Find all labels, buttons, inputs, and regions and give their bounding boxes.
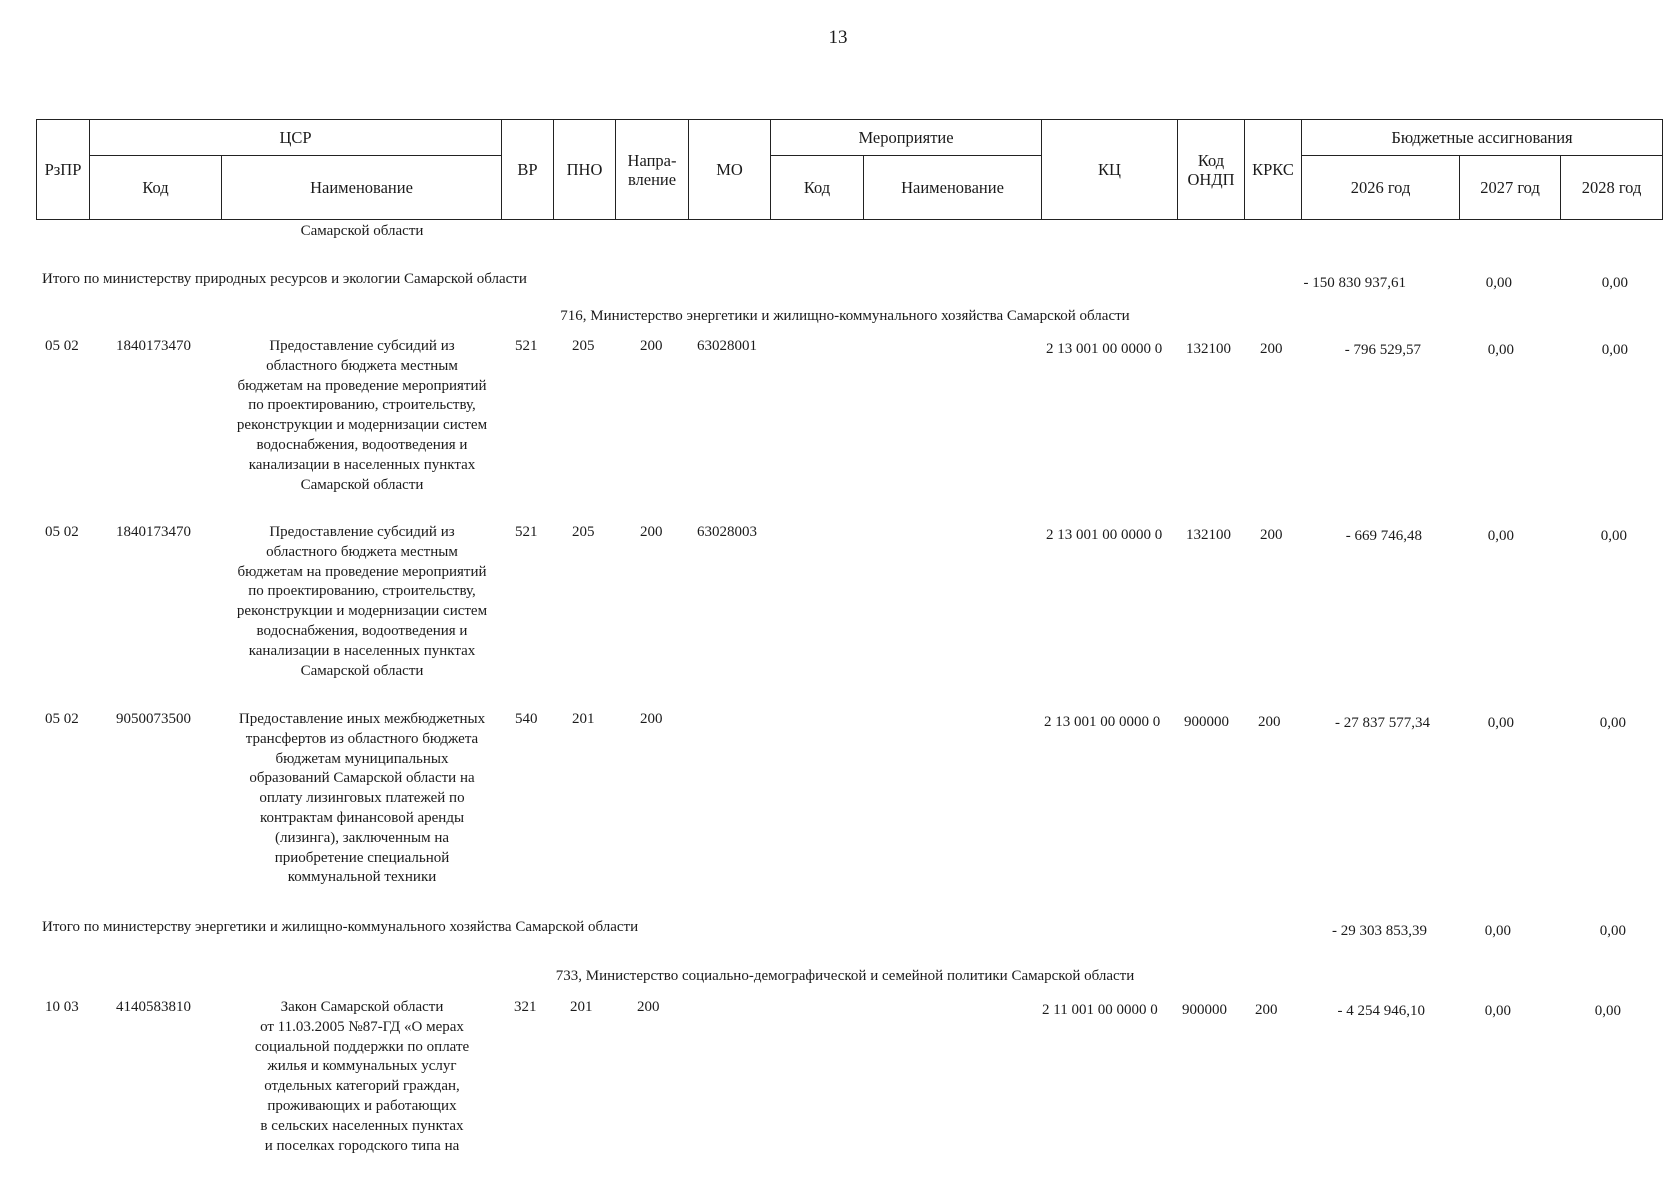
row-ondp: 132100 <box>1186 341 1231 357</box>
row-2028: 0,00 <box>1600 528 1627 544</box>
row-2028: 0,00 <box>1599 715 1626 731</box>
row-2027: 0,00 <box>1487 528 1514 544</box>
row-2027: 0,00 <box>1487 342 1514 358</box>
row-direction: 200 <box>640 338 663 354</box>
total-2026: - 29 303 853,39 <box>1332 923 1427 939</box>
total-2026: - 150 830 937,61 <box>1303 275 1406 291</box>
section-header: 733, Министерство социально-демографической и семейной политики Самарской области <box>555 968 1135 984</box>
header-krks: КРКС <box>1245 120 1302 220</box>
header-2028: 2028 год <box>1561 156 1663 220</box>
continued-name: Самарской области <box>300 223 424 239</box>
row-code: 1840173470 <box>116 524 191 540</box>
row-name: Предоставление субсидий из областного бюджета местным бюджетам на проведение мероприятий по проектированию, строительству, реконструкции и модернизации систем водоснабжения, водоотведения и канализации в населенных пунктах Самарской области <box>236 338 488 493</box>
row-rzpr: 10 03 <box>45 999 79 1015</box>
row-2026: - 4 254 946,10 <box>1337 1003 1425 1019</box>
header-event: Мероприятие <box>771 120 1042 156</box>
row-2027: 0,00 <box>1487 715 1514 731</box>
row-code: 4140583810 <box>116 999 191 1015</box>
row-rzpr: 05 02 <box>45 711 79 727</box>
row-vr: 521 <box>515 524 538 540</box>
row-2026: - 27 837 577,34 <box>1335 715 1430 731</box>
row-kc: 2 13 001 00 0000 0 <box>1044 714 1161 730</box>
total-2027: 0,00 <box>1484 923 1511 939</box>
row-vr: 521 <box>515 338 538 354</box>
header-csr-name: Наименование <box>222 156 502 220</box>
header-direction: Напра- вление <box>616 120 689 220</box>
row-ondp: 900000 <box>1182 1002 1227 1018</box>
row-mo: 63028003 <box>697 524 757 540</box>
header-rzpr: РзПР <box>37 120 90 220</box>
header-event-name: Наименование <box>864 156 1042 220</box>
header-event-code: Код <box>771 156 864 220</box>
header-pno: ПНО <box>554 120 616 220</box>
header-kc: КЦ <box>1042 120 1178 220</box>
row-2027: 0,00 <box>1484 1003 1511 1019</box>
row-name: Предоставление иных межбюджетных трансфертов из областного бюджета бюджетам муниципальных образований Самарской области на оплату лизинговых платежей по контрактам финансовой аренды (лизинга), заключенным на приобретение специальной коммунальной техники <box>238 711 486 886</box>
section-header: 716, Министерство энергетики и жилищно-коммунального хозяйства Самарской области <box>560 308 1130 324</box>
header-budget: Бюджетные ассигнования <box>1302 120 1663 156</box>
total-2027: 0,00 <box>1485 275 1512 291</box>
total-label: Итого по министерству природных ресурсов и экологии Самарской области <box>42 271 527 287</box>
row-krks: 200 <box>1258 714 1281 730</box>
row-rzpr: 05 02 <box>45 338 79 354</box>
row-ondp: 132100 <box>1186 527 1231 543</box>
header-vr: ВР <box>502 120 554 220</box>
row-direction: 200 <box>640 524 663 540</box>
row-rzpr: 05 02 <box>45 524 79 540</box>
row-krks: 200 <box>1260 527 1283 543</box>
row-vr: 321 <box>514 999 537 1015</box>
row-krks: 200 <box>1260 341 1283 357</box>
row-code: 1840173470 <box>116 338 191 354</box>
row-krks: 200 <box>1255 1002 1278 1018</box>
row-2026: - 669 746,48 <box>1345 528 1422 544</box>
row-2026: - 796 529,57 <box>1344 342 1421 358</box>
page-number: 13 <box>828 27 848 48</box>
header-2026: 2026 год <box>1302 156 1460 220</box>
header-csr-code: Код <box>90 156 222 220</box>
header-csr: ЦСР <box>90 120 502 156</box>
row-pno: 201 <box>572 711 595 727</box>
row-kc: 2 11 001 00 0000 0 <box>1042 1002 1158 1018</box>
table-header <box>36 119 1663 220</box>
row-pno: 205 <box>572 524 595 540</box>
row-2028: 0,00 <box>1594 1003 1621 1019</box>
row-direction: 200 <box>640 711 663 727</box>
row-direction: 200 <box>637 999 660 1015</box>
total-2028: 0,00 <box>1601 275 1628 291</box>
row-name: Предоставление субсидий из областного бюджета местным бюджетам на проведение мероприятий по проектированию, строительству, реконструкции и модернизации систем водоснабжения, водоотведения и канализации в населенных пунктах Самарской области <box>236 524 488 679</box>
row-name: Закон Самарской области от 11.03.2005 №87-ГД «О мерах социальной поддержки по оплате жилья и коммунальных услуг отдельных категорий граждан, проживающих и работающих в сельских населенных пунктах и поселках городского типа на <box>254 999 470 1154</box>
row-2028: 0,00 <box>1601 342 1628 358</box>
header-2027: 2027 год <box>1460 156 1561 220</box>
header-mo: МО <box>689 120 771 220</box>
row-ondp: 900000 <box>1184 714 1229 730</box>
total-label: Итого по министерству энергетики и жилищно-коммунального хозяйства Самарской области <box>42 919 639 935</box>
row-pno: 201 <box>570 999 593 1015</box>
header-ondp: Код ОНДП <box>1178 120 1245 220</box>
row-kc: 2 13 001 00 0000 0 <box>1046 527 1163 543</box>
row-kc: 2 13 001 00 0000 0 <box>1046 341 1163 357</box>
row-code: 9050073500 <box>116 711 191 727</box>
row-mo: 63028001 <box>697 338 757 354</box>
row-pno: 205 <box>572 338 595 354</box>
total-2028: 0,00 <box>1599 923 1626 939</box>
row-vr: 540 <box>515 711 538 727</box>
